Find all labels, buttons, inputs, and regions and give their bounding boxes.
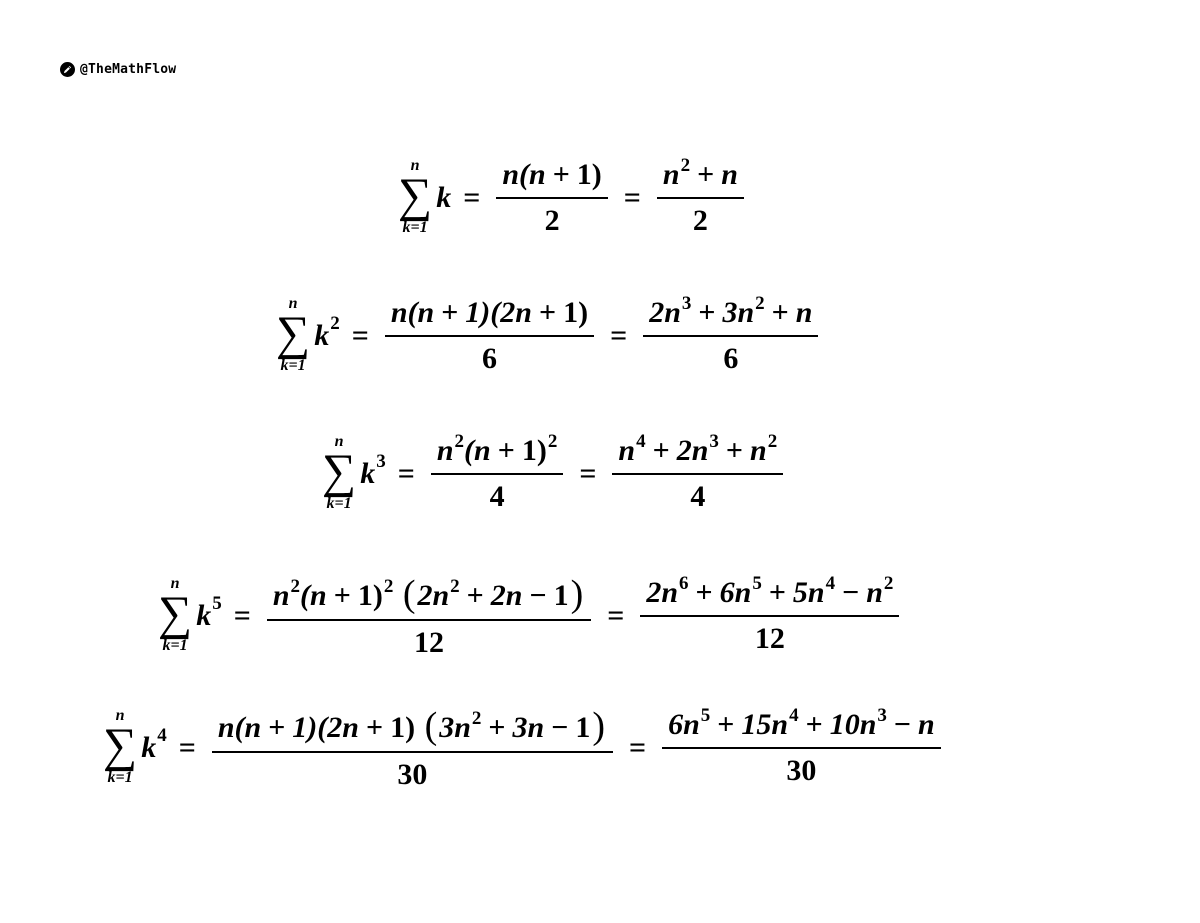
sum-lower-limit: k=1 xyxy=(280,357,306,374)
equals-sign: = xyxy=(607,599,625,632)
numerator: $2n^6 + 6n^5 + 5n^4 - n^2$ xyxy=(646,573,894,609)
fraction-expanded xyxy=(640,573,899,655)
denominator: 12 xyxy=(414,626,445,659)
summand: k xyxy=(141,731,157,764)
summation xyxy=(398,158,432,238)
summation xyxy=(276,296,310,376)
equals-sign: = xyxy=(397,457,415,490)
summand-exponent: 4 xyxy=(157,724,167,746)
sum-lower-limit: k=1 xyxy=(162,637,188,654)
numerator: n(n + 1) xyxy=(502,158,602,191)
fraction-expanded xyxy=(643,293,818,375)
numerator: $6n^5 + 15n^4 + 10n^3 - n$ xyxy=(668,705,935,741)
equals-sign: = xyxy=(178,731,196,764)
equals-sign: = xyxy=(463,181,481,214)
summation xyxy=(158,576,192,656)
equals-sign: = xyxy=(628,731,647,764)
denominator: 2 xyxy=(692,204,708,237)
denominator: 12 xyxy=(754,622,785,655)
numerator: $n^4 + 2n^3 + n^2$ xyxy=(618,431,778,467)
denominator: 6 xyxy=(723,342,739,375)
equals-sign: = xyxy=(579,457,597,490)
fraction-factored xyxy=(385,298,594,374)
equals-sign: = xyxy=(623,181,641,214)
sum-lower-limit: k=1 xyxy=(326,495,352,512)
summand-exponent: 2 xyxy=(330,312,340,334)
summand: k xyxy=(196,599,212,632)
summation xyxy=(103,708,137,788)
summand: k xyxy=(314,319,330,352)
summand: k xyxy=(360,457,376,490)
fraction-expanded xyxy=(657,155,744,237)
sigma-symbol: ∑ xyxy=(276,307,311,360)
sum-upper-limit: n xyxy=(410,157,420,174)
numerator: $n^2(n + 1)^2$ $(2n^2 + 2n - 1)$ xyxy=(272,573,584,615)
sum-upper-limit: n xyxy=(288,295,298,312)
sum-upper-limit: n xyxy=(170,575,180,592)
numerator: $2n^3 + 3n^2 + n$ xyxy=(649,293,813,329)
fraction-expanded xyxy=(662,705,941,787)
sum-upper-limit: n xyxy=(115,707,125,724)
pencil-icon xyxy=(60,62,75,77)
summand: k xyxy=(436,181,452,214)
brand xyxy=(60,62,176,77)
numerator: $n^2 + n$ xyxy=(662,155,738,191)
denominator: 4 xyxy=(690,480,706,513)
equals-sign: = xyxy=(233,599,251,632)
summand-exponent: 3 xyxy=(376,450,386,472)
denominator: 30 xyxy=(397,758,428,791)
sigma-symbol: ∑ xyxy=(322,445,357,498)
denominator: 6 xyxy=(481,342,497,375)
sum-upper-limit: n xyxy=(334,433,344,450)
equals-sign: = xyxy=(351,319,369,352)
equals-sign: = xyxy=(610,319,628,352)
sum-lower-limit: k=1 xyxy=(107,769,133,786)
numerator: n(n + 1)(2n + 1) xyxy=(390,296,589,329)
denominator: 30 xyxy=(786,754,817,787)
sigma-symbol: ∑ xyxy=(398,169,433,222)
fraction-factored xyxy=(212,706,613,790)
summation xyxy=(322,434,356,514)
sigma-symbol: ∑ xyxy=(158,587,193,640)
denominator: 4 xyxy=(489,480,505,513)
numerator: n(n + 1)(2n + 1) $(3n^2 + 3n - 1)$ xyxy=(217,705,605,747)
brand-handle: @TheMathFlow xyxy=(80,62,177,77)
summand-exponent: 5 xyxy=(212,592,222,614)
denominator: 2 xyxy=(544,204,560,237)
sigma-symbol: ∑ xyxy=(103,719,138,772)
sum-lower-limit: k=1 xyxy=(402,219,428,236)
fraction-factored xyxy=(267,574,591,658)
fraction-factored xyxy=(431,431,563,513)
fraction-factored xyxy=(496,160,607,236)
fraction-expanded xyxy=(612,431,783,513)
numerator: $n^2(n + 1)^2$ xyxy=(436,431,558,467)
